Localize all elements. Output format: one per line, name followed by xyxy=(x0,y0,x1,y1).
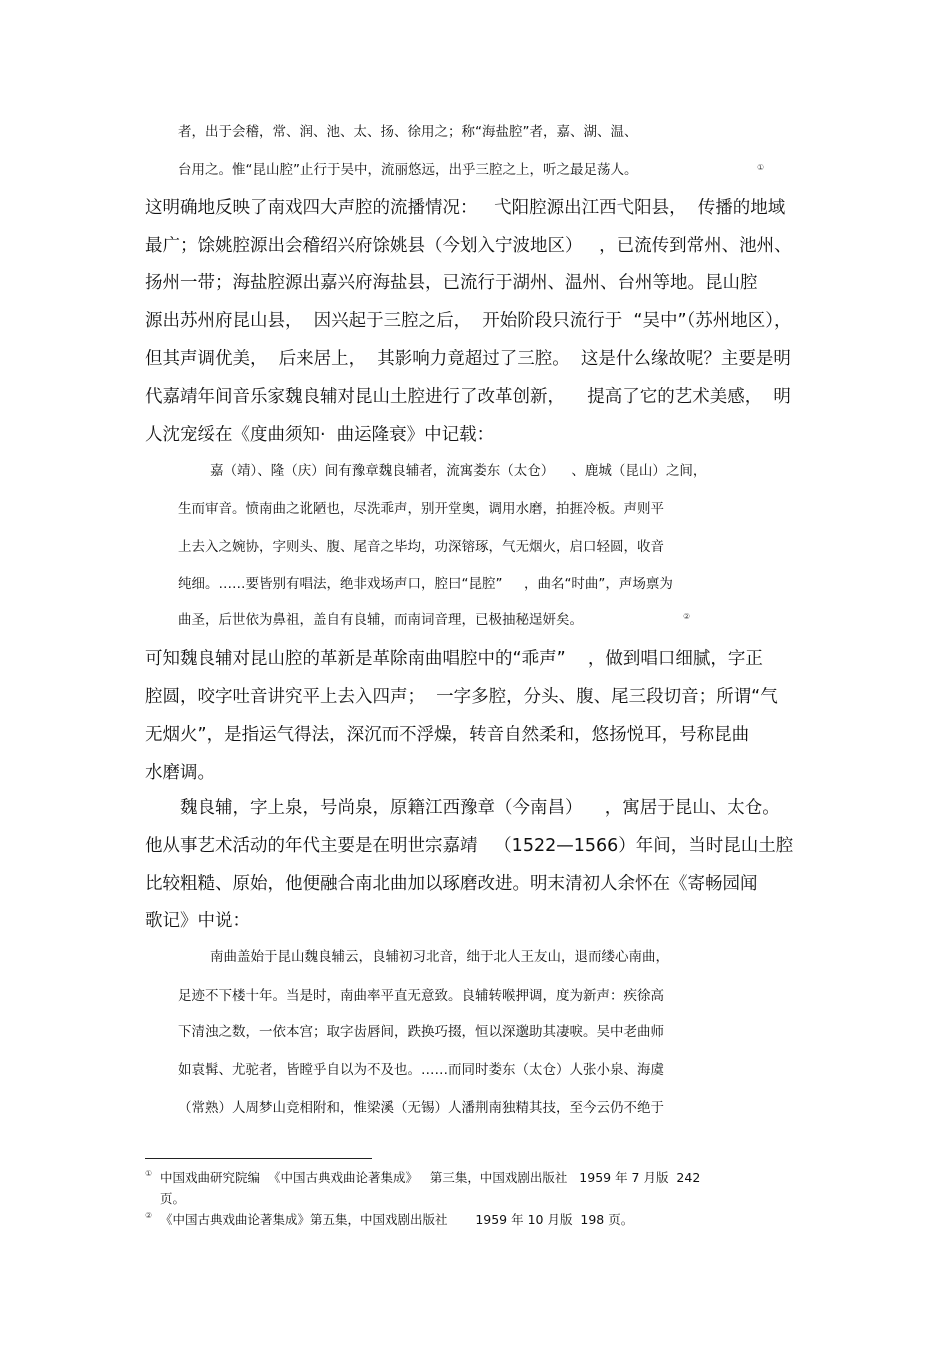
quote-line: 曲圣，后世依为鼻祖，盖自有良辅，而南词音理，已极抽秘逞妍矣。 xyxy=(178,612,583,628)
footnote-mark: ① xyxy=(145,1169,153,1178)
quote-line: 嘉（靖）、隆（庆）间有豫章魏良辅者，流寓娄东（太仓） 、鹿城（昆山）之间， xyxy=(210,463,707,479)
body-line: 扬州一带；海盐腔源出嘉兴府海盐县，已流行于湖州、温州、台州等地。昆山腔 xyxy=(145,273,758,293)
body-line: 比较粗糙、原始，他便融合南北曲加以琢磨改进。明末清初人余怀在《寄畅园闻 xyxy=(145,874,758,894)
footnote-line: 《中国古典戏曲论著集成》第五集，中国戏剧出版社 1959 年 10 月版 198 页。 xyxy=(160,1212,634,1227)
footnote-line: 中国戏曲研究院编 《中国古典戏曲论著集成》 第三集，中国戏剧出版社 1959 年 7 月版 242 xyxy=(160,1170,701,1185)
quote-line: （常熟）人周梦山竞相附和，惟梁溪（无锡）人潘荆南独精其技，至今云仍不绝于 xyxy=(178,1100,664,1116)
body-line: 水磨调。 xyxy=(145,763,215,783)
body-line: 无烟火”，是指运气得法，深沉而不浮燥，转音自然柔和，悠扬悦耳，号称昆曲 xyxy=(145,725,750,745)
quote-line: 如袁髯、尤驼者，皆瞠乎自以为不及也。……而同时娄东（太仓）人张小泉、海虞 xyxy=(178,1062,664,1078)
quote-line: 纯细。……要皆别有唱法，绝非戏场声口，腔曰“昆腔” ，曲名“时曲”，声场禀为 xyxy=(178,576,673,592)
body-line: 魏良辅，字上泉，号尚泉，原籍江西豫章（今南昌） ，寓居于昆山、太仓。 xyxy=(180,798,780,818)
body-line: 人沈宠绥在《度曲须知· 曲运隆衰》中记载： xyxy=(145,425,495,445)
body-line: 源出苏州府昆山县， 因兴起于三腔之后， 开始阶段只流行于 “吴中”（苏州地区）， xyxy=(145,311,792,331)
body-line: 可知魏良辅对昆山腔的革新是革除南曲唱腔中的“乖声” ，做到唱口细腻，字正 xyxy=(145,649,763,669)
quote-line: 台用之。惟“昆山腔”止行于吴中，流丽悠远，出乎三腔之上，听之最足荡人。 xyxy=(178,162,638,178)
body-line: 歌记》中说： xyxy=(145,911,250,931)
body-line: 他从事艺术活动的年代主要是在明世宗嘉靖 （1522—1566）年间，当时昆山土腔 xyxy=(145,836,794,856)
footnote-mark: ① xyxy=(757,163,765,172)
body-line: 这明确地反映了南戏四大声腔的流播情况： 弋阳腔源出江西弋阳县， 传播的地域 xyxy=(145,198,786,218)
footnote-mark: ② xyxy=(145,1211,153,1220)
quote-line: 者，出于会稽，常、润、池、太、扬、徐用之；称“海盐腔”者，嘉、湖、温、 xyxy=(178,124,638,140)
quote-line: 上去入之婉协，字则头、腹、尾音之毕均，功深镕琢，气无烟火，启口轻圆，收音 xyxy=(178,539,664,555)
quote-line: 南曲盖始于昆山魏良辅云，良辅初习北音，绌于北人王友山，退而缕心南曲， xyxy=(210,949,669,965)
body-line: 但其声调优美， 后来居上， 其影响力竟超过了三腔。 这是什么缘故呢？主要是明 xyxy=(145,349,791,369)
quote-line: 足迹不下楼十年。当是时，南曲率平直无意致。良辅转喉押调，度为新声：疾徐高 xyxy=(178,988,664,1004)
body-line: 腔圆，咬字吐音讲究平上去入四声； 一字多腔，分头、腹、尾三段切音；所谓“气 xyxy=(145,687,778,707)
quote-line: 下清浊之数，一依本宫；取字齿唇间，跌换巧掇，恒以深邈助其凄唳。吴中老曲师 xyxy=(178,1024,664,1040)
footnote-mark: ② xyxy=(683,612,691,621)
quote-line: 生而审音。愤南曲之讹陋也，尽洗乖声，别开堂奥，调用水磨，拍捱冷板。声则平 xyxy=(178,501,664,517)
footnote-line: 页。 xyxy=(160,1191,186,1206)
body-line: 代嘉靖年间音乐家魏良辅对昆山土腔进行了改革创新， 提高了它的艺术美感， 明 xyxy=(145,387,791,407)
body-line: 最广；馀姚腔源出会稽绍兴府馀姚县（今划入宁波地区） ，已流传到常州、池州、 xyxy=(145,236,792,256)
footnote-divider xyxy=(145,1158,372,1159)
